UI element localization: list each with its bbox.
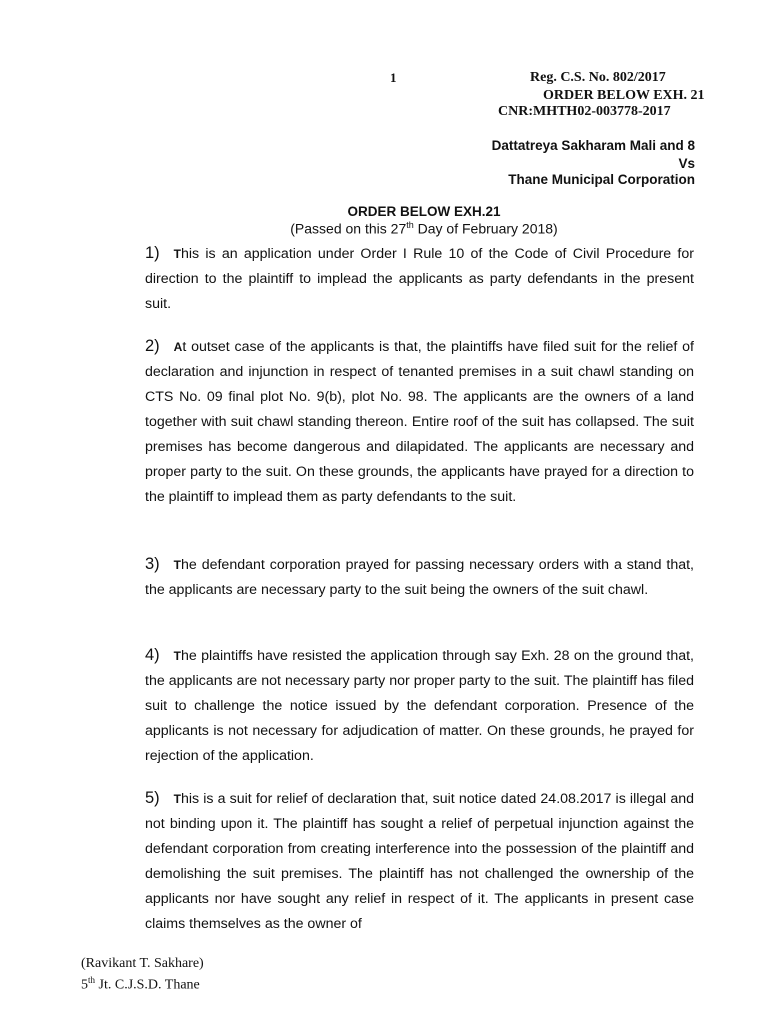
passed-date-prefix: (Passed on this 27 — [290, 220, 407, 237]
paragraph-initial: T — [173, 649, 182, 663]
paragraph-initial: T — [173, 558, 182, 572]
paragraph-text: his is an application under Order I Rule 10 of the Code of Civil Procedure for direction to the plaintiff to implead the applicants as party defendants in the present suit. — [145, 246, 694, 312]
paragraph-2 — [145, 334, 694, 510]
court-name: Jt. C.J.S.D. Thane — [95, 977, 200, 993]
page-number: 1 — [390, 70, 397, 85]
paragraph-initial: T — [173, 247, 182, 261]
case-registration-number: Reg. C.S. No. 802/2017 — [530, 70, 666, 85]
paragraph-1 — [145, 241, 694, 317]
paragraph-text: t outset case of the applicants is that, the plaintiffs have filed suit for the relief of declaration and injunction in respect of tenanted premises in a suit chawl standing on CTS No. 09 final plot No. 9(b), plot No. 98. The applicants are the owners of a land together with suit chawl standing thereon. Entire roof of the suit has collapsed. The suit premises has become dangerous and dilapidated. The applicants are necessary and proper party to the suit. On these grounds, the applicants have prayed for a direction to the plaintiff to implead them as party defendants to the suit. — [145, 339, 694, 505]
defendant-name: Thane Municipal Corporation — [508, 172, 695, 187]
paragraph-number: 1) — [145, 244, 160, 262]
versus-label: Vs — [678, 156, 695, 171]
plaintiff-name: Dattatreya Sakharam Mali and 8 — [491, 138, 695, 153]
passed-date-suffix: Day of February 2018) — [413, 220, 558, 237]
order-passed-date — [0, 220, 768, 237]
paragraph-number: 2) — [145, 337, 160, 355]
judge-name: (Ravikant T. Sakhare) — [81, 956, 204, 971]
paragraph-number: 3) — [145, 555, 160, 573]
paragraph-initial: A — [173, 340, 183, 354]
paragraph-initial: T — [173, 792, 182, 806]
cnr-number: CNR:MHTH02-003778-2017 — [498, 104, 671, 119]
paragraph-5 — [145, 786, 694, 937]
court-number-ordinal: th — [88, 975, 96, 985]
order-below-exhibit-heading: ORDER BELOW EXH. 21 — [543, 88, 705, 103]
paragraph-4 — [145, 643, 694, 769]
paragraph-number: 4) — [145, 646, 160, 664]
paragraph-text: he defendant corporation prayed for passing necessary orders with a stand that, the applicants are necessary party to the suit being the owners of the suit chawl. — [145, 557, 694, 598]
paragraph-number: 5) — [145, 789, 160, 807]
paragraph-text: his is a suit for relief of declaration that, suit notice dated 24.08.2017 is illegal and not binding upon it. The plaintiff has sought a relief of perpetual injunction against the defendant corporation from creating interference into the possession of the plaintiff and demolishing the suit premises. The plaintiff has not challenged the ownership of the applicants nor have sought any relief in respect of it. The applicants in present case claims themselves as the owner of — [145, 791, 694, 932]
paragraph-3 — [145, 552, 694, 603]
paragraph-text: he plaintiffs have resisted the application through say Exh. 28 on the ground that, the applicants are not necessary party nor proper party to the suit. The plaintiff has filed suit to challenge the notice issued by the defendant corporation. Presence of the applicants is not necessary for adjudication of matter. On these grounds, he prayed for rejection of the application. — [145, 648, 694, 764]
order-title: ORDER BELOW EXH.21 — [347, 204, 501, 219]
court-number: 5 — [81, 977, 88, 993]
court-designation — [81, 972, 204, 994]
judge-signature-block — [81, 955, 204, 994]
passed-date-ordinal: th — [406, 220, 414, 230]
